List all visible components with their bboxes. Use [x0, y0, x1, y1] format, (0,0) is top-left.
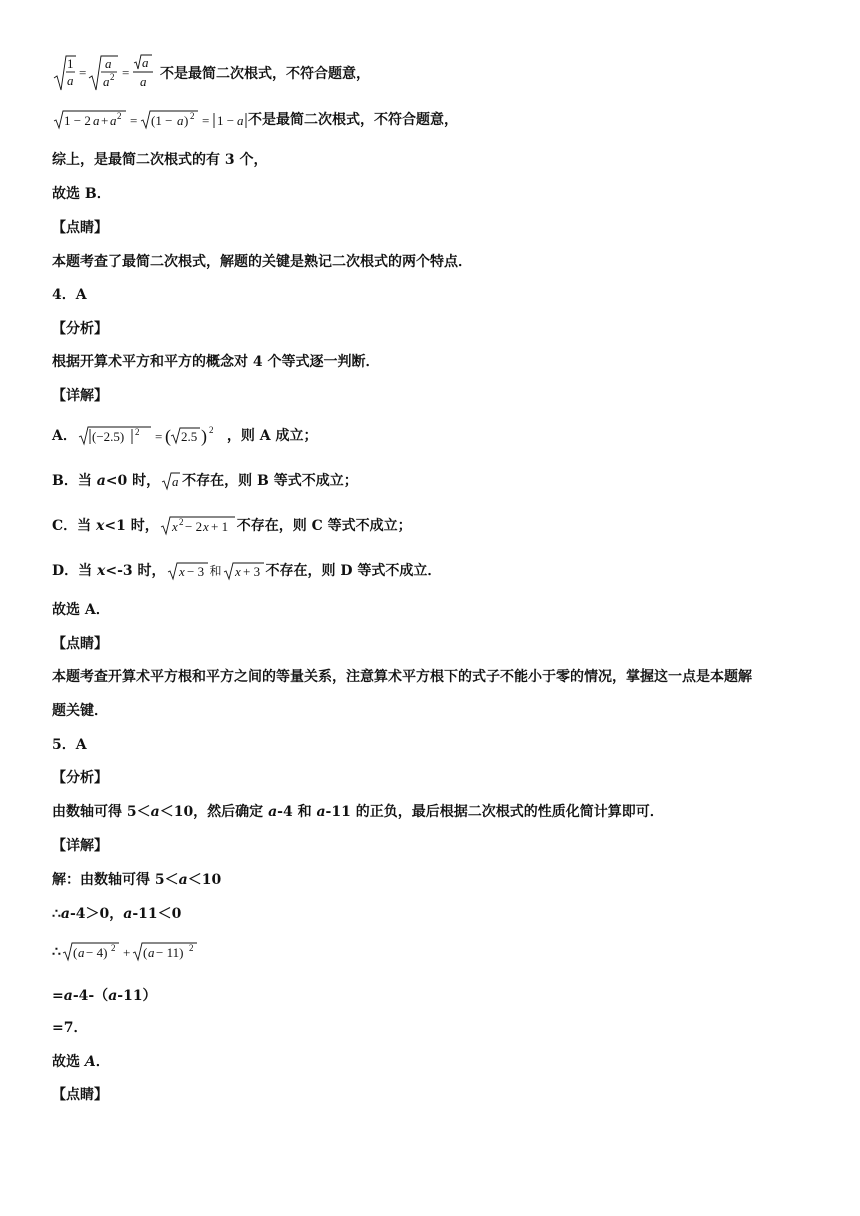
svg-text:− 4): − 4): [85, 945, 108, 960]
line-11: A． (−2.5) 2 = ( 2.5 ) 2 ，则 A 成立；: [52, 425, 318, 446]
line-16: 【点睛】: [52, 636, 108, 652]
svg-text:2.5: 2.5: [180, 429, 198, 444]
line-7: 4．A: [52, 287, 87, 303]
svg-text:− 3: − 3: [186, 564, 204, 579]
svg-text:a: a: [177, 113, 184, 128]
line-2: 1 − 2 a + a 2 = (1 − a ) 2 = 1 − a 不是最简二次根式，不符合题意，: [52, 108, 458, 132]
svg-text:2: 2: [117, 111, 122, 121]
svg-text:2: 2: [110, 943, 116, 953]
line-18: 题关键．: [52, 703, 108, 719]
line-8: 【分析】: [52, 321, 108, 337]
svg-text:+: +: [122, 945, 131, 960]
svg-text:1 −: 1 −: [217, 113, 235, 128]
line-14: D．当 x<-3 时， x − 3 和 x + 3 不存在，则 D 等式不成立．: [52, 560, 441, 582]
formula-b: [160, 470, 182, 492]
line-10: 【详解】: [52, 388, 108, 404]
svg-text:x: x: [202, 519, 209, 534]
svg-text:a: a: [140, 74, 147, 89]
line-6: 本题考查了最简二次根式，解题的关键是熟记二次根式的两个特点．: [52, 254, 472, 270]
svg-text:=: =: [202, 113, 210, 128]
svg-text:2: 2: [190, 111, 195, 121]
svg-text:1: 1: [67, 56, 74, 71]
svg-text:(: (: [142, 945, 148, 960]
svg-text:x: x: [178, 564, 185, 579]
svg-text:− 11): − 11): [155, 945, 184, 960]
svg-text:a: a: [67, 73, 74, 88]
svg-text:(: (: [164, 426, 171, 446]
svg-text:(1 −: (1 −: [151, 113, 173, 128]
line-15: 故选 A．: [52, 602, 110, 618]
svg-text:a: a: [77, 945, 85, 960]
svg-text:2: 2: [178, 517, 184, 527]
svg-text:): ): [184, 113, 189, 128]
line-5: 【点睛】: [52, 220, 108, 236]
formula-sum-sqrt: [61, 940, 201, 964]
svg-text:a: a: [103, 74, 110, 89]
svg-text:a: a: [237, 113, 244, 128]
svg-text:2: 2: [208, 425, 214, 435]
line-3: 综上，是最简二次根式的有 3 个，: [52, 152, 268, 168]
line-12: B．当 a<0 时， a 不存在，则 B 等式不成立；: [52, 470, 358, 492]
svg-text:+ 1: + 1: [210, 519, 228, 534]
svg-text:a: a: [172, 474, 179, 489]
svg-text:=: =: [154, 429, 163, 444]
svg-text:=: =: [130, 113, 138, 128]
line-23: 解：由数轴可得 5＜a＜10: [52, 872, 222, 888]
svg-text:(−2.5): (−2.5): [91, 429, 125, 444]
svg-text:a: a: [147, 945, 155, 960]
line-9: 根据开算术平方和平方的概念对 4 个等式逐一判断．: [52, 354, 380, 370]
svg-text:1 − 2: 1 − 2: [64, 113, 91, 128]
svg-text:): ): [200, 426, 207, 446]
line-24: ∴a-4＞0，a-11＜0: [52, 906, 182, 922]
svg-text:a: a: [142, 55, 149, 70]
svg-text:− 2: − 2: [184, 519, 202, 534]
svg-text:2: 2: [110, 72, 115, 82]
svg-text:2: 2: [188, 943, 194, 953]
formula-d2: [222, 560, 266, 582]
line-19: 5．A: [52, 737, 87, 753]
svg-text:+ 3: + 3: [242, 564, 260, 579]
line-28: 故选 A．: [52, 1054, 110, 1070]
svg-text:a: a: [105, 56, 112, 71]
svg-text:(: (: [72, 945, 78, 960]
svg-text:a: a: [110, 113, 117, 128]
line-21: 由数轴可得 5＜a＜10，然后确定 a-4 和 a-11 的正负，最后根据二次根式的性质化简计算即可．: [52, 804, 664, 820]
svg-text:x: x: [234, 564, 241, 579]
formula-sqrt-1-over-a: [52, 52, 160, 96]
svg-text:=: =: [122, 65, 130, 80]
line-17: 本题考查开算术平方根和平方之间的等量关系，注意算术平方根下的式子不能小于零的情况，掌握这一点是本题解: [52, 669, 752, 685]
line-20: 【分析】: [52, 770, 108, 786]
line-1: 1 a = a a 2 = a a 不是最简二次根式，不符合题意，: [52, 52, 370, 96]
line-26: =a-4-（a-11）: [52, 988, 157, 1004]
line-4: 故选 B．: [52, 186, 111, 202]
line-22: 【详解】: [52, 838, 108, 854]
svg-text:2: 2: [134, 427, 140, 437]
line-29: 【点睛】: [52, 1087, 108, 1103]
svg-text:+: +: [101, 113, 109, 128]
svg-text:=: =: [79, 65, 87, 80]
formula-d1: [166, 560, 210, 582]
formula-a: [77, 424, 227, 448]
svg-text:a: a: [93, 113, 100, 128]
formula-sqrt-1-2a-a2: [52, 108, 248, 132]
svg-text:x: x: [171, 519, 178, 534]
line-27: =7．: [52, 1020, 88, 1036]
line-13: C．当 x<1 时， x 2 − 2 x + 1 不存在，则 C 等式不成立；: [52, 514, 412, 538]
formula-c: [159, 514, 237, 538]
line-25: ∴ ( a − 4) 2 + ( a − 11) 2: [52, 940, 201, 964]
